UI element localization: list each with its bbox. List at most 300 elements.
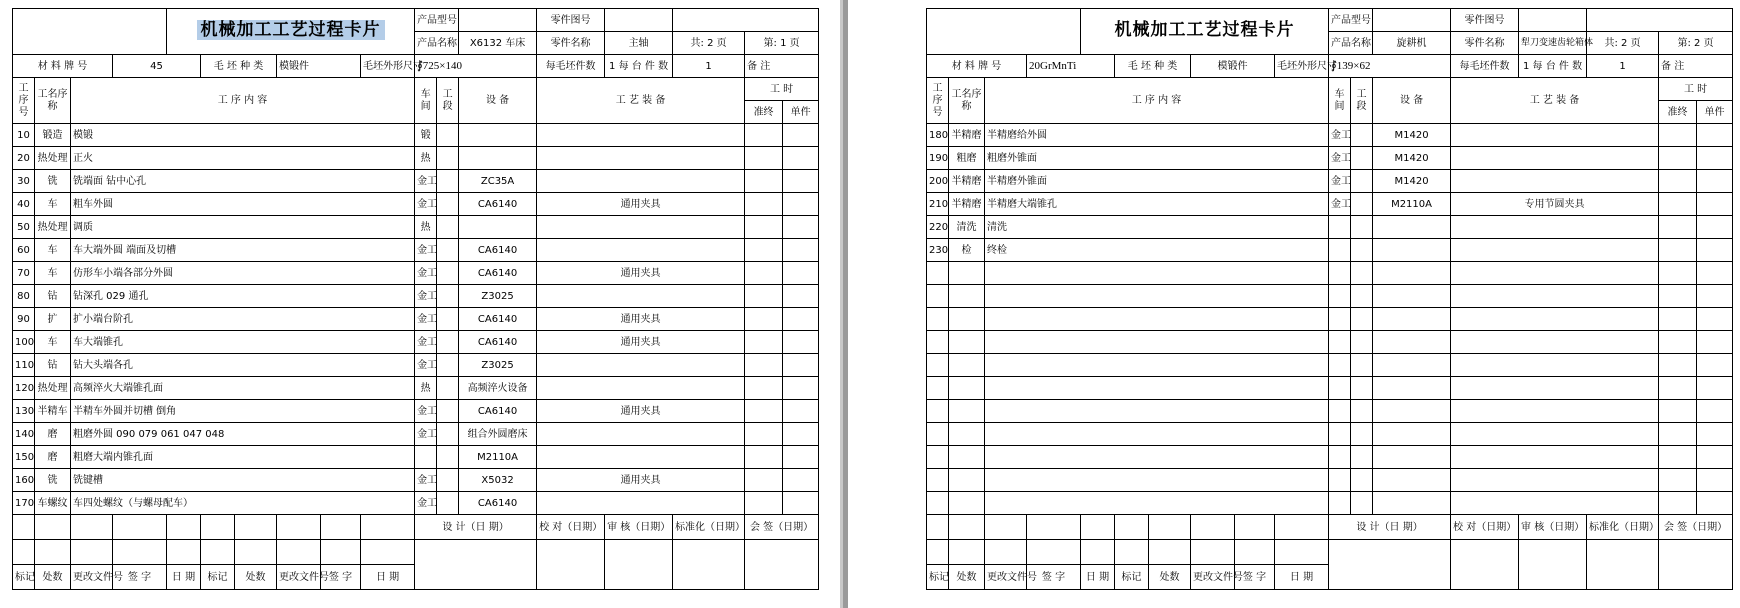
workshop-cell[interactable]: 金工 — [415, 308, 437, 331]
time-prep-cell[interactable] — [1659, 239, 1697, 262]
time-unit-cell[interactable] — [783, 262, 819, 285]
op-name-cell[interactable]: 铣 — [35, 469, 71, 492]
op-name-cell[interactable] — [949, 423, 985, 446]
op-number-cell[interactable]: 160 — [13, 469, 35, 492]
equipment-cell[interactable]: CA6140 — [459, 262, 537, 285]
time-prep-cell[interactable] — [745, 469, 783, 492]
sign-value-cell[interactable] — [1587, 540, 1659, 590]
time-prep-cell[interactable] — [745, 147, 783, 170]
op-number-cell[interactable] — [927, 400, 949, 423]
time-unit-cell[interactable] — [783, 193, 819, 216]
fixture-cell[interactable]: 通用夹具 — [537, 308, 745, 331]
section-cell[interactable] — [1351, 147, 1373, 170]
op-content-cell[interactable]: 高频淬火大端锥孔面 — [71, 377, 415, 400]
time-prep-cell[interactable] — [745, 262, 783, 285]
part-name-value[interactable]: 犁刀变速齿轮箱体 — [1519, 32, 1587, 55]
revision-blank-cell[interactable] — [321, 540, 361, 565]
blank-type-value[interactable]: 模锻件 — [1191, 55, 1275, 78]
equipment-cell[interactable]: ZC35A — [459, 170, 537, 193]
fixture-cell[interactable] — [537, 354, 745, 377]
op-number-cell[interactable] — [927, 308, 949, 331]
equipment-cell[interactable] — [459, 216, 537, 239]
sign-value-cell[interactable] — [673, 540, 745, 590]
section-cell[interactable] — [437, 354, 459, 377]
part-drawing-no-value[interactable] — [605, 9, 673, 32]
workshop-cell[interactable] — [1329, 285, 1351, 308]
op-number-cell[interactable] — [927, 492, 949, 515]
time-prep-cell[interactable] — [745, 446, 783, 469]
section-cell[interactable] — [437, 239, 459, 262]
op-number-cell[interactable] — [927, 423, 949, 446]
revision-blank-cell[interactable] — [927, 540, 949, 565]
time-prep-cell[interactable] — [745, 308, 783, 331]
revision-blank-cell[interactable] — [235, 540, 277, 565]
workshop-cell[interactable]: 金工 — [415, 469, 437, 492]
workshop-cell[interactable] — [1329, 331, 1351, 354]
op-content-cell[interactable]: 车四处螺纹（与螺母配车） — [71, 492, 415, 515]
op-name-cell[interactable]: 热处理 — [35, 377, 71, 400]
fixture-cell[interactable] — [1451, 285, 1659, 308]
op-content-cell[interactable]: 铣键槽 — [71, 469, 415, 492]
pieces-per-unit-value[interactable]: 1 — [673, 55, 745, 78]
equipment-cell[interactable]: M2110A — [1373, 193, 1451, 216]
op-content-cell[interactable]: 粗磨外圆 090 079 061 047 048 — [71, 423, 415, 446]
equipment-cell[interactable] — [1373, 331, 1451, 354]
product-model-value[interactable] — [1373, 9, 1451, 32]
time-unit-cell[interactable] — [783, 308, 819, 331]
fixture-cell[interactable] — [537, 492, 745, 515]
op-content-cell[interactable] — [985, 400, 1329, 423]
workshop-cell[interactable] — [1329, 354, 1351, 377]
workshop-cell[interactable]: 金工 — [415, 170, 437, 193]
op-content-cell[interactable]: 半精磨外锥面 — [985, 170, 1329, 193]
equipment-cell[interactable]: M1420 — [1373, 124, 1451, 147]
op-content-cell[interactable]: 铣端面 钻中心孔 — [71, 170, 415, 193]
revision-blank-cell[interactable] — [1115, 540, 1149, 565]
time-unit-cell[interactable] — [1697, 170, 1733, 193]
time-prep-cell[interactable] — [1659, 124, 1697, 147]
revision-blank-cell[interactable] — [235, 515, 277, 540]
time-unit-cell[interactable] — [1697, 239, 1733, 262]
op-number-cell[interactable]: 90 — [13, 308, 35, 331]
section-cell[interactable] — [437, 308, 459, 331]
equipment-cell[interactable] — [1373, 492, 1451, 515]
time-prep-cell[interactable] — [745, 216, 783, 239]
revision-blank-cell[interactable] — [1027, 540, 1081, 565]
equipment-cell[interactable]: 高频淬火设备 — [459, 377, 537, 400]
sign-value-cell[interactable] — [605, 540, 673, 590]
op-name-cell[interactable] — [949, 354, 985, 377]
workshop-cell[interactable]: 金工 — [1329, 124, 1351, 147]
equipment-cell[interactable]: M1420 — [1373, 147, 1451, 170]
material-value[interactable]: 45 — [113, 55, 201, 78]
op-name-cell[interactable] — [949, 285, 985, 308]
time-prep-cell[interactable] — [745, 400, 783, 423]
equipment-cell[interactable] — [1373, 285, 1451, 308]
equipment-cell[interactable] — [1373, 423, 1451, 446]
op-number-cell[interactable] — [927, 354, 949, 377]
workshop-cell[interactable]: 金工 — [1329, 170, 1351, 193]
fixture-cell[interactable]: 通用夹具 — [537, 400, 745, 423]
op-content-cell[interactable] — [985, 469, 1329, 492]
time-unit-cell[interactable] — [1697, 469, 1733, 492]
time-unit-cell[interactable] — [1697, 262, 1733, 285]
fixture-cell[interactable] — [537, 377, 745, 400]
revision-blank-cell[interactable] — [13, 540, 35, 565]
op-number-cell[interactable]: 130 — [13, 400, 35, 423]
op-name-cell[interactable]: 车螺纹 — [35, 492, 71, 515]
section-cell[interactable] — [1351, 423, 1373, 446]
time-prep-cell[interactable] — [1659, 308, 1697, 331]
equipment-cell[interactable]: M1420 — [1373, 170, 1451, 193]
fixture-cell[interactable] — [1451, 423, 1659, 446]
op-name-cell[interactable]: 粗磨 — [949, 147, 985, 170]
time-prep-cell[interactable] — [745, 239, 783, 262]
time-unit-cell[interactable] — [783, 446, 819, 469]
op-content-cell[interactable]: 正火 — [71, 147, 415, 170]
op-content-cell[interactable] — [985, 354, 1329, 377]
op-number-cell[interactable]: 30 — [13, 170, 35, 193]
fixture-cell[interactable]: 通用夹具 — [537, 193, 745, 216]
revision-blank-cell[interactable] — [277, 540, 321, 565]
time-prep-cell[interactable] — [1659, 147, 1697, 170]
op-content-cell[interactable]: 清洗 — [985, 216, 1329, 239]
section-cell[interactable] — [1351, 354, 1373, 377]
time-prep-cell[interactable] — [1659, 262, 1697, 285]
equipment-cell[interactable] — [1373, 216, 1451, 239]
equipment-cell[interactable]: CA6140 — [459, 239, 537, 262]
pieces-per-unit-value[interactable]: 1 — [1587, 55, 1659, 78]
op-number-cell[interactable] — [927, 331, 949, 354]
time-prep-cell[interactable] — [745, 492, 783, 515]
op-number-cell[interactable]: 110 — [13, 354, 35, 377]
time-unit-cell[interactable] — [1697, 285, 1733, 308]
op-number-cell[interactable]: 170 — [13, 492, 35, 515]
product-name-value[interactable]: 旋耕机 — [1373, 32, 1451, 55]
op-number-cell[interactable]: 200 — [927, 170, 949, 193]
revision-blank-cell[interactable] — [361, 540, 415, 565]
equipment-cell[interactable]: Z3025 — [459, 285, 537, 308]
section-cell[interactable] — [437, 446, 459, 469]
time-prep-cell[interactable] — [1659, 216, 1697, 239]
op-content-cell[interactable]: 半精车外圆并切槽 倒角 — [71, 400, 415, 423]
op-name-cell[interactable] — [949, 400, 985, 423]
section-cell[interactable] — [437, 124, 459, 147]
workshop-cell[interactable] — [415, 446, 437, 469]
equipment-cell[interactable]: 组合外圆磨床 — [459, 423, 537, 446]
op-content-cell[interactable] — [985, 285, 1329, 308]
op-content-cell[interactable]: 钻深孔 029 通孔 — [71, 285, 415, 308]
revision-blank-cell[interactable] — [167, 540, 201, 565]
fixture-cell[interactable] — [537, 170, 745, 193]
revision-blank-cell[interactable] — [361, 515, 415, 540]
time-unit-cell[interactable] — [1697, 377, 1733, 400]
fixture-cell[interactable] — [1451, 147, 1659, 170]
op-content-cell[interactable]: 终检 — [985, 239, 1329, 262]
workshop-cell[interactable]: 金工 — [415, 262, 437, 285]
time-prep-cell[interactable] — [1659, 446, 1697, 469]
revision-blank-cell[interactable] — [1235, 540, 1275, 565]
revision-blank-cell[interactable] — [1191, 540, 1235, 565]
op-number-cell[interactable]: 60 — [13, 239, 35, 262]
op-name-cell[interactable]: 检 — [949, 239, 985, 262]
section-cell[interactable] — [1351, 492, 1373, 515]
sign-value-cell[interactable] — [415, 540, 537, 590]
op-content-cell[interactable] — [985, 308, 1329, 331]
workshop-cell[interactable] — [1329, 262, 1351, 285]
op-number-cell[interactable]: 40 — [13, 193, 35, 216]
revision-blank-cell[interactable] — [13, 515, 35, 540]
section-cell[interactable] — [1351, 239, 1373, 262]
time-unit-cell[interactable] — [783, 400, 819, 423]
fixture-cell[interactable] — [1451, 400, 1659, 423]
op-content-cell[interactable]: 钻大头端各孔 — [71, 354, 415, 377]
workshop-cell[interactable]: 金工 — [415, 492, 437, 515]
fixture-cell[interactable] — [1451, 469, 1659, 492]
fixture-cell[interactable] — [537, 285, 745, 308]
op-name-cell[interactable] — [949, 262, 985, 285]
equipment-cell[interactable] — [1373, 469, 1451, 492]
section-cell[interactable] — [1351, 446, 1373, 469]
op-name-cell[interactable]: 车 — [35, 239, 71, 262]
time-unit-cell[interactable] — [1697, 216, 1733, 239]
revision-blank-cell[interactable] — [113, 540, 167, 565]
op-name-cell[interactable]: 磨 — [35, 446, 71, 469]
equipment-cell[interactable]: X5032 — [459, 469, 537, 492]
fixture-cell[interactable] — [1451, 331, 1659, 354]
time-unit-cell[interactable] — [1697, 400, 1733, 423]
fixture-cell[interactable] — [1451, 239, 1659, 262]
op-number-cell[interactable]: 140 — [13, 423, 35, 446]
fixture-cell[interactable] — [1451, 354, 1659, 377]
time-prep-cell[interactable] — [745, 170, 783, 193]
op-content-cell[interactable]: 调质 — [71, 216, 415, 239]
workshop-cell[interactable]: 金工 — [415, 400, 437, 423]
section-cell[interactable] — [437, 331, 459, 354]
time-unit-cell[interactable] — [1697, 147, 1733, 170]
blank-size-value[interactable]: ∮725×140 — [415, 55, 537, 78]
time-prep-cell[interactable] — [1659, 377, 1697, 400]
op-name-cell[interactable]: 钻 — [35, 285, 71, 308]
workshop-cell[interactable] — [1329, 492, 1351, 515]
op-name-cell[interactable]: 钻 — [35, 354, 71, 377]
section-cell[interactable] — [1351, 285, 1373, 308]
section-cell[interactable] — [437, 469, 459, 492]
time-unit-cell[interactable] — [783, 331, 819, 354]
section-cell[interactable] — [1351, 124, 1373, 147]
op-name-cell[interactable]: 半精磨 — [949, 193, 985, 216]
revision-blank-cell[interactable] — [35, 540, 71, 565]
workshop-cell[interactable]: 金工 — [415, 239, 437, 262]
workshop-cell[interactable]: 热 — [415, 377, 437, 400]
time-prep-cell[interactable] — [745, 124, 783, 147]
section-cell[interactable] — [1351, 262, 1373, 285]
revision-blank-cell[interactable] — [71, 540, 113, 565]
op-name-cell[interactable] — [949, 308, 985, 331]
op-number-cell[interactable] — [927, 285, 949, 308]
time-unit-cell[interactable] — [783, 469, 819, 492]
equipment-cell[interactable] — [1373, 354, 1451, 377]
op-name-cell[interactable] — [949, 446, 985, 469]
op-name-cell[interactable]: 半精磨 — [949, 124, 985, 147]
material-value[interactable]: 20GrMnTi — [1027, 55, 1115, 78]
time-unit-cell[interactable] — [783, 423, 819, 446]
op-number-cell[interactable]: 10 — [13, 124, 35, 147]
fixture-cell[interactable]: 通用夹具 — [537, 331, 745, 354]
op-content-cell[interactable]: 粗磨外锥面 — [985, 147, 1329, 170]
revision-blank-cell[interactable] — [927, 515, 949, 540]
time-unit-cell[interactable] — [783, 239, 819, 262]
equipment-cell[interactable]: CA6140 — [459, 492, 537, 515]
fixture-cell[interactable] — [537, 239, 745, 262]
workshop-cell[interactable]: 热 — [415, 147, 437, 170]
equipment-cell[interactable]: CA6140 — [459, 308, 537, 331]
revision-blank-cell[interactable] — [1081, 515, 1115, 540]
fixture-cell[interactable] — [537, 216, 745, 239]
workshop-cell[interactable]: 金工 — [1329, 193, 1351, 216]
op-number-cell[interactable]: 70 — [13, 262, 35, 285]
workshop-cell[interactable]: 金工 — [1329, 147, 1351, 170]
time-prep-cell[interactable] — [745, 423, 783, 446]
time-prep-cell[interactable] — [1659, 354, 1697, 377]
equipment-cell[interactable] — [1373, 446, 1451, 469]
op-name-cell[interactable]: 车 — [35, 193, 71, 216]
revision-blank-cell[interactable] — [949, 540, 985, 565]
op-content-cell[interactable] — [985, 377, 1329, 400]
op-name-cell[interactable]: 清洗 — [949, 216, 985, 239]
sign-value-cell[interactable] — [1329, 540, 1451, 590]
workshop-cell[interactable] — [1329, 216, 1351, 239]
revision-blank-cell[interactable] — [1191, 515, 1235, 540]
workshop-cell[interactable]: 金工 — [415, 331, 437, 354]
revision-blank-cell[interactable] — [1235, 515, 1275, 540]
time-unit-cell[interactable] — [783, 170, 819, 193]
op-number-cell[interactable]: 80 — [13, 285, 35, 308]
equipment-cell[interactable] — [1373, 377, 1451, 400]
op-content-cell[interactable] — [985, 262, 1329, 285]
fixture-cell[interactable] — [1451, 216, 1659, 239]
revision-blank-cell[interactable] — [35, 515, 71, 540]
time-prep-cell[interactable] — [1659, 400, 1697, 423]
op-number-cell[interactable]: 50 — [13, 216, 35, 239]
section-cell[interactable] — [1351, 308, 1373, 331]
op-name-cell[interactable]: 磨 — [35, 423, 71, 446]
time-unit-cell[interactable] — [1697, 308, 1733, 331]
section-cell[interactable] — [1351, 331, 1373, 354]
part-name-value[interactable]: 主轴 — [605, 32, 673, 55]
workshop-cell[interactable] — [1329, 239, 1351, 262]
workshop-cell[interactable]: 金工 — [415, 193, 437, 216]
op-content-cell[interactable]: 半精磨给外圆 — [985, 124, 1329, 147]
equipment-cell[interactable] — [1373, 239, 1451, 262]
revision-blank-cell[interactable] — [1149, 515, 1191, 540]
op-name-cell[interactable] — [949, 469, 985, 492]
time-unit-cell[interactable] — [1697, 423, 1733, 446]
time-unit-cell[interactable] — [1697, 331, 1733, 354]
op-content-cell[interactable] — [985, 446, 1329, 469]
fixture-cell[interactable] — [1451, 124, 1659, 147]
workshop-cell[interactable]: 锻 — [415, 124, 437, 147]
time-unit-cell[interactable] — [783, 377, 819, 400]
op-number-cell[interactable] — [927, 469, 949, 492]
revision-blank-cell[interactable] — [1275, 540, 1329, 565]
equipment-cell[interactable]: Z3025 — [459, 354, 537, 377]
time-prep-cell[interactable] — [1659, 469, 1697, 492]
revision-blank-cell[interactable] — [277, 515, 321, 540]
section-cell[interactable] — [1351, 193, 1373, 216]
op-number-cell[interactable]: 100 — [13, 331, 35, 354]
equipment-cell[interactable] — [1373, 262, 1451, 285]
op-content-cell[interactable]: 仿形车小端各部分外圆 — [71, 262, 415, 285]
op-name-cell[interactable]: 锻造 — [35, 124, 71, 147]
section-cell[interactable] — [437, 285, 459, 308]
revision-blank-cell[interactable] — [1115, 515, 1149, 540]
revision-blank-cell[interactable] — [985, 515, 1027, 540]
time-prep-cell[interactable] — [1659, 331, 1697, 354]
time-unit-cell[interactable] — [1697, 446, 1733, 469]
equipment-cell[interactable]: CA6140 — [459, 400, 537, 423]
time-unit-cell[interactable] — [783, 147, 819, 170]
section-cell[interactable] — [437, 262, 459, 285]
fixture-cell[interactable] — [1451, 262, 1659, 285]
time-prep-cell[interactable] — [1659, 170, 1697, 193]
op-content-cell[interactable]: 扩小端台阶孔 — [71, 308, 415, 331]
section-cell[interactable] — [1351, 170, 1373, 193]
time-prep-cell[interactable] — [745, 354, 783, 377]
revision-blank-cell[interactable] — [949, 515, 985, 540]
fixture-cell[interactable]: 专用节圆夹具 — [1451, 193, 1659, 216]
section-cell[interactable] — [437, 400, 459, 423]
op-name-cell[interactable]: 车 — [35, 331, 71, 354]
equipment-cell[interactable] — [459, 124, 537, 147]
time-prep-cell[interactable] — [1659, 423, 1697, 446]
equipment-cell[interactable] — [459, 147, 537, 170]
workshop-cell[interactable] — [1329, 377, 1351, 400]
fixture-cell[interactable] — [537, 446, 745, 469]
time-unit-cell[interactable] — [1697, 124, 1733, 147]
equipment-cell[interactable]: CA6140 — [459, 193, 537, 216]
op-number-cell[interactable]: 120 — [13, 377, 35, 400]
section-cell[interactable] — [1351, 469, 1373, 492]
fixture-cell[interactable] — [1451, 492, 1659, 515]
time-unit-cell[interactable] — [1697, 354, 1733, 377]
revision-blank-cell[interactable] — [985, 540, 1027, 565]
op-number-cell[interactable]: 210 — [927, 193, 949, 216]
time-unit-cell[interactable] — [783, 354, 819, 377]
op-content-cell[interactable]: 模锻 — [71, 124, 415, 147]
op-content-cell[interactable]: 车大端外圆 端面及切槽 — [71, 239, 415, 262]
fixture-cell[interactable]: 通用夹具 — [537, 469, 745, 492]
time-unit-cell[interactable] — [783, 492, 819, 515]
op-content-cell[interactable]: 车大端锥孔 — [71, 331, 415, 354]
equipment-cell[interactable]: M2110A — [459, 446, 537, 469]
workshop-cell[interactable]: 热 — [415, 216, 437, 239]
op-number-cell[interactable]: 150 — [13, 446, 35, 469]
workshop-cell[interactable] — [1329, 400, 1351, 423]
op-content-cell[interactable]: 粗磨大端内锥孔面 — [71, 446, 415, 469]
equipment-cell[interactable] — [1373, 308, 1451, 331]
op-content-cell[interactable] — [985, 423, 1329, 446]
time-unit-cell[interactable] — [1697, 193, 1733, 216]
revision-blank-cell[interactable] — [1027, 515, 1081, 540]
time-unit-cell[interactable] — [783, 124, 819, 147]
op-number-cell[interactable] — [927, 377, 949, 400]
equipment-cell[interactable] — [1373, 400, 1451, 423]
op-name-cell[interactable]: 热处理 — [35, 147, 71, 170]
op-number-cell[interactable]: 190 — [927, 147, 949, 170]
op-number-cell[interactable] — [927, 446, 949, 469]
op-content-cell[interactable]: 半精磨大端锥孔 — [985, 193, 1329, 216]
